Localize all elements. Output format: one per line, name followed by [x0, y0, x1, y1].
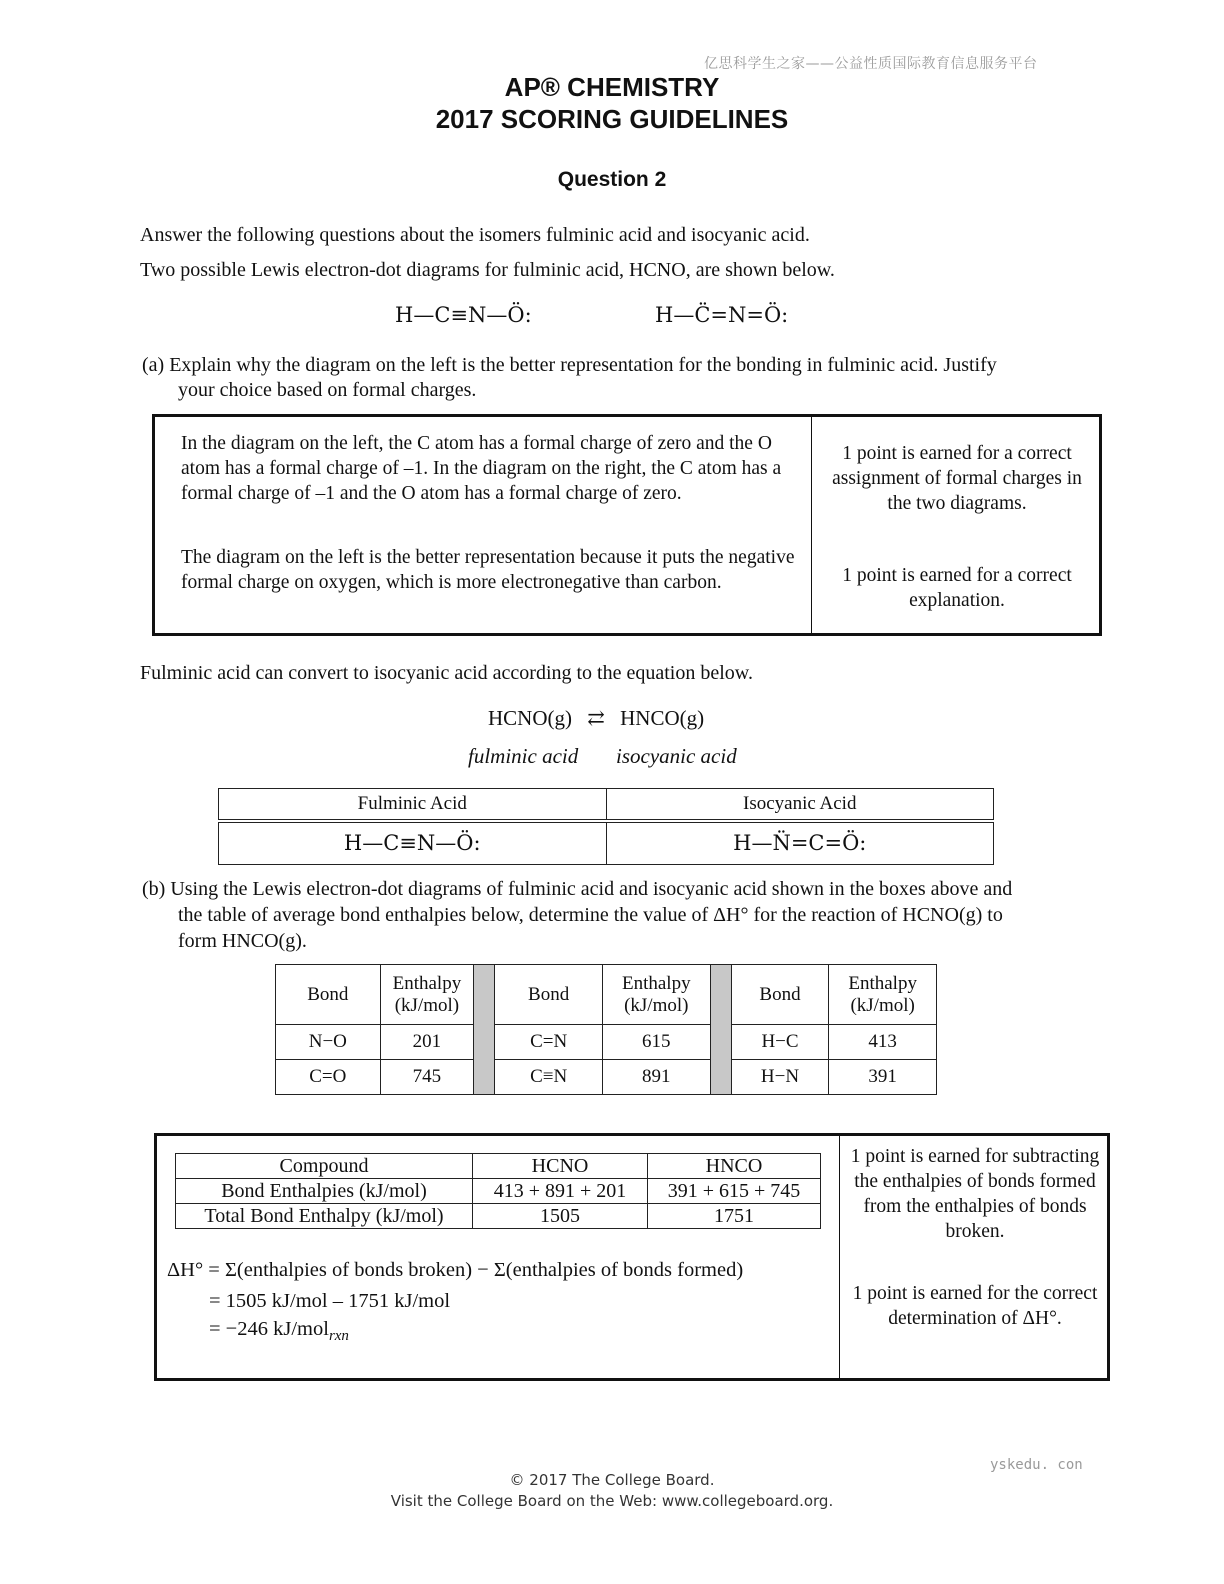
part-b-point-1: 1 point is earned for subtracting the enthalpies of bonds formed from the enthalpies of bonds broken. — [850, 1146, 1100, 1242]
bond-header: Bond — [276, 965, 381, 1025]
intro-line-2: Two possible Lewis electron-dot diagrams for fulminic acid, HCNO, are shown below. — [140, 259, 835, 281]
table-cell: H−N — [731, 1060, 829, 1095]
part-b-point-2: 1 point is earned for the correct determination of ΔH°. — [852, 1283, 1098, 1329]
bond-header: Bond — [731, 965, 829, 1025]
part-b-prompt-line-3: form HNCO(g). — [178, 930, 307, 952]
question-number: Question 2 — [557, 168, 667, 191]
table-cell: 413 — [829, 1025, 937, 1060]
table-cell: HCNO — [473, 1154, 648, 1179]
table-cell: Total Bond Enthalpy (kJ/mol) — [176, 1204, 473, 1229]
product: HNCO(g) — [620, 706, 705, 730]
part-a-answer-1: In the diagram on the left, the C atom has a formal charge of zero and the O atom has a formal charge of –1. In the diagram on the right, the C atom has a formal charge of –1 and the O atom has a formal charge of zero. — [181, 433, 782, 504]
page-subtitle: 2017 SCORING GUIDELINES — [435, 104, 789, 134]
table-cell: 1505 — [473, 1204, 648, 1229]
compound-table — [175, 1153, 821, 1229]
part-b-answer-box — [154, 1133, 1110, 1381]
enthalpy-header: Enthalpy (kJ/mol) — [829, 965, 937, 1025]
table-cell: 1751 — [648, 1204, 821, 1229]
table-cell: H−C — [731, 1025, 829, 1060]
table-cell: 615 — [602, 1025, 710, 1060]
reaction-equation — [488, 706, 704, 731]
part-b-prompt-line-2: the table of average bond enthalpies below, determine the value of ΔH° for the reaction of HCNO(g) to — [178, 904, 1003, 926]
table-cell: C≡N — [495, 1060, 603, 1095]
bond-enthalpy-table — [275, 964, 937, 1095]
footer-copyright: © 2017 The College Board. — [509, 1471, 715, 1489]
table-cell: 391 + 615 + 745 — [648, 1179, 821, 1204]
part-b-prompt-line-1: (b) Using the Lewis electron-dot diagrams of fulminic acid and isocyanic acid shown in the boxes above and — [142, 878, 1013, 900]
fulminic-structure: H—C≡N—Ö: — [219, 821, 607, 865]
table-cell: 745 — [380, 1060, 474, 1095]
delta-h-substitution: = 1505 kJ/mol – 1751 kJ/mol — [209, 1290, 451, 1312]
isocyanic-structure: H—N̈=C=Ö: — [606, 821, 994, 865]
page-title: AP® CHEMISTRY — [504, 72, 720, 102]
enthalpy-header: Enthalpy (kJ/mol) — [602, 965, 710, 1025]
isocyanic-header: Isocyanic Acid — [606, 789, 994, 821]
watermark-top: 亿思科学生之家——公益性质国际教育信息服务平台 — [704, 56, 1038, 72]
table-cell: C=N — [495, 1025, 603, 1060]
delta-h-equation: ΔH° = Σ(enthalpies of bonds broken) − Σ(enthalpies of bonds formed) — [167, 1259, 744, 1281]
lewis-structure-right: H—C̈=N=Ö: — [655, 303, 789, 327]
footer-link: Visit the College Board on the Web: www.collegeboard.org. — [390, 1492, 834, 1510]
table-cell: HNCO — [648, 1154, 821, 1179]
part-a-prompt-line-1: (a) Explain why the diagram on the left is the better representation for the bonding in fulminic acid. Justify — [142, 354, 997, 376]
reactant: HCNO(g) — [488, 706, 572, 730]
conversion-text: Fulminic acid can convert to isocyanic acid according to the equation below. — [140, 662, 753, 684]
part-a-point-2: 1 point is earned for a correct explanation. — [842, 565, 1072, 611]
intro-line-1: Answer the following questions about the isomers fulminic acid and isocyanic acid. — [140, 224, 810, 246]
watermark-bottom: yskedu. con — [990, 1457, 1083, 1473]
delta-h-result: = −246 kJ/mol$_{rxn}$ — [209, 1318, 349, 1345]
table-cell: 201 — [380, 1025, 474, 1060]
part-a-answer-2: The diagram on the left is the better representation because it puts the negative formal charge on oxygen, which is more electronegative than carbon. — [181, 547, 795, 593]
table-cell: 391 — [829, 1060, 937, 1095]
equilibrium-arrow-icon: ⇄ — [587, 706, 605, 730]
table-cell: N−O — [276, 1025, 381, 1060]
bond-header: Bond — [495, 965, 603, 1025]
structures-table — [218, 788, 994, 865]
reactant-name: fulminic acid — [468, 744, 579, 768]
part-a-answer-box — [152, 414, 1102, 636]
table-cell: Bond Enthalpies (kJ/mol) — [176, 1179, 473, 1204]
table-cell: Compound — [176, 1154, 473, 1179]
table-cell: 891 — [602, 1060, 710, 1095]
part-a-point-1: 1 point is earned for a correct assignment of formal charges in the two diagrams. — [832, 443, 1082, 514]
part-a-prompt-line-2: your choice based on formal charges. — [178, 379, 477, 401]
table-cell: C=O — [276, 1060, 381, 1095]
table-cell: 413 + 891 + 201 — [473, 1179, 648, 1204]
enthalpy-header: Enthalpy (kJ/mol) — [380, 965, 474, 1025]
lewis-structure-left: H—C≡N—Ö: — [395, 303, 532, 327]
product-name: isocyanic acid — [616, 744, 737, 768]
fulminic-header: Fulminic Acid — [219, 789, 607, 821]
